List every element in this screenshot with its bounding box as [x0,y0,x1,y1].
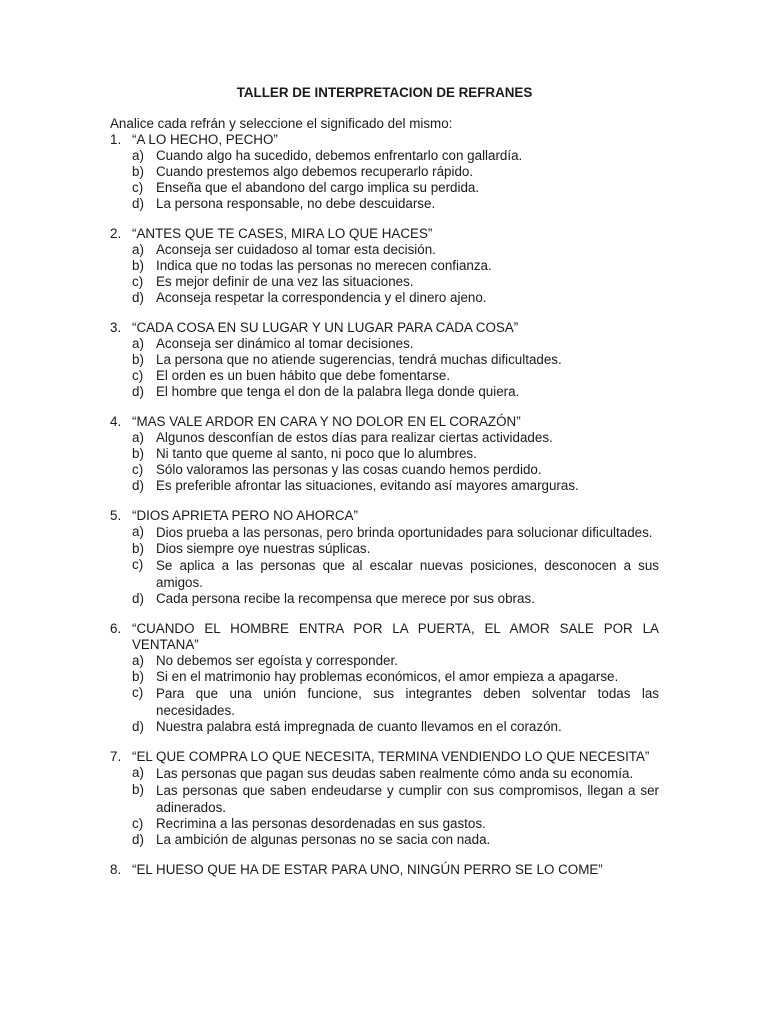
question-heading [110,621,659,653]
option-letter: b) [132,541,144,556]
question-list [110,132,659,878]
question-item [110,132,659,212]
option-letter: d) [132,832,144,847]
option-text: Nuestra palabra está impregnada de cuanto llevamos en el corazón. [156,719,562,734]
answer-option [110,816,659,832]
answer-option [110,653,659,669]
proverb-text: “A LO HECHO, PECHO” [132,132,278,147]
question-number: 5. [110,508,122,523]
answer-options [110,242,659,306]
option-letter: c) [132,816,144,831]
option-text: Enseña que el abandono del cargo implica su perdida. [156,180,480,195]
option-letter: b) [132,352,144,367]
question-heading [110,749,659,765]
answer-options [110,430,659,494]
option-text: Sólo valoramos las personas y las cosas cuando hemos perdido. [156,462,542,477]
question-number: 2. [110,226,122,241]
option-text: La persona que no atiende sugerencias, tendrá muchas dificultades. [156,352,562,367]
question-heading [110,226,659,242]
option-letter: a) [132,524,144,539]
proverb-text: “MAS VALE ARDOR EN CARA Y NO DOLOR EN EL CORAZÓN” [132,414,521,429]
option-letter: a) [132,242,144,257]
option-letter: d) [132,719,144,734]
answer-option [110,524,659,541]
answer-option [110,591,659,607]
answer-option [110,196,659,212]
answer-options [110,148,659,212]
option-letter: d) [132,478,144,493]
question-heading [110,414,659,430]
option-text: Cuando algo ha sucedido, debemos enfrentarlo con gallardía. [156,148,523,163]
question-item [110,226,659,306]
option-letter: b) [132,669,144,684]
option-text: El hombre que tenga el don de la palabra llega donde quiera. [156,384,520,399]
option-letter: d) [132,290,144,305]
option-text: Dios siempre oye nuestras súplicas. [156,541,371,556]
option-letter: d) [132,591,144,606]
option-letter: d) [132,384,144,399]
answer-options [110,336,659,400]
answer-option [110,430,659,446]
option-letter: c) [132,274,144,289]
answer-options [110,765,659,848]
answer-option [110,148,659,164]
option-letter: b) [132,258,144,273]
option-text: Es preferible afrontar las situaciones, evitando así mayores amarguras. [156,478,579,493]
option-text: Cuando prestemos algo debemos recuperarlo rápido. [156,164,474,179]
question-item [110,749,659,848]
option-letter: b) [132,164,144,179]
answer-option [110,164,659,180]
option-text: Para que una unión funcione, sus integrantes deben solventar todas las necesidades. [156,686,659,718]
answer-option [110,832,659,848]
answer-option [110,782,659,816]
option-letter: d) [132,196,144,211]
option-letter: c) [132,557,144,572]
option-text: Es mejor definir de una vez las situaciones. [156,274,414,289]
option-text: Algunos desconfían de estos días para realizar ciertas actividades. [156,430,553,445]
option-text: Dios prueba a las personas, pero brinda oportunidades para solucionar dificultades. [156,525,653,540]
answer-option [110,685,659,719]
option-letter: c) [132,462,144,477]
question-item [110,862,659,878]
answer-option [110,180,659,196]
answer-option [110,478,659,494]
option-text: Las personas que saben endeudarse y cumplir con sus compromisos, llegan a ser adinerados. [156,783,659,815]
option-letter: c) [132,685,144,700]
question-number: 3. [110,320,122,335]
question-number: 6. [110,621,122,636]
question-item [110,508,659,607]
answer-option [110,290,659,306]
question-item [110,320,659,400]
answer-option [110,352,659,368]
document-title: TALLER DE INTERPRETACION DE REFRANES [236,85,533,100]
option-text: Aconseja ser cuidadoso al tomar esta decisión. [156,242,436,257]
question-heading [110,320,659,336]
option-text: La ambición de algunas personas no se sacia con nada. [156,832,491,847]
answer-options [110,653,659,735]
option-letter: b) [132,782,144,797]
question-number: 7. [110,749,122,764]
answer-option [110,336,659,352]
question-item [110,621,659,735]
proverb-text: “CUANDO EL HOMBRE ENTRA POR LA PUERTA, EL AMOR SALE POR LA VENTANA” [132,621,659,652]
answer-option [110,557,659,591]
option-text: El orden es un buen hábito que debe fomentarse. [156,368,451,383]
answer-option [110,258,659,274]
option-letter: a) [132,430,144,445]
option-text: Recrimina a las personas desordenadas en sus gastos. [156,816,486,831]
question-number: 1. [110,132,122,147]
document-page [110,84,659,878]
proverb-text: “EL HUESO QUE HA DE ESTAR PARA UNO, NINGÚN PERRO SE LO COME” [132,862,603,877]
proverb-text: “DIOS APRIETA PERO NO AHORCA” [132,508,358,523]
option-letter: a) [132,765,144,780]
answer-option [110,384,659,400]
answer-option [110,669,659,685]
answer-option [110,541,659,557]
option-text: Se aplica a las personas que al escalar nuevas posiciones, desconocen a sus amigos. [156,558,659,590]
option-letter: c) [132,368,144,383]
question-item [110,414,659,494]
answer-option [110,242,659,258]
option-text: Si en el matrimonio hay problemas económicos, el amor empieza a apagarse. [156,669,619,684]
option-text: Aconseja ser dinámico al tomar decisiones. [156,336,414,351]
option-text: No debemos ser egoísta y corresponder. [156,653,398,668]
option-letter: a) [132,336,144,351]
answer-option [110,368,659,384]
question-number: 8. [110,862,122,877]
question-heading [110,132,659,148]
answer-option [110,719,659,735]
instructions: Analice cada refrán y seleccione el significado del mismo: [110,116,453,131]
option-text: Ni tanto que queme al santo, ni poco que lo alumbres. [156,446,477,461]
answer-option [110,765,659,782]
answer-options [110,524,659,607]
option-text: Indica que no todas las personas no merecen confianza. [156,258,492,273]
question-heading [110,508,659,524]
proverb-text: “CADA COSA EN SU LUGAR Y UN LUGAR PARA CADA COSA” [132,320,519,335]
proverb-text: “EL QUE COMPRA LO QUE NECESITA, TERMINA VENDIENDO LO QUE NECESITA” [132,749,650,764]
proverb-text: “ANTES QUE TE CASES, MIRA LO QUE HACES” [132,226,433,241]
answer-option [110,446,659,462]
option-text: Las personas que pagan sus deudas saben realmente cómo anda su economía. [156,766,634,781]
option-text: Cada persona recibe la recompensa que merece por sus obras. [156,591,535,606]
option-letter: a) [132,653,144,668]
question-heading [110,862,659,878]
option-letter: a) [132,148,144,163]
option-letter: b) [132,446,144,461]
question-number: 4. [110,414,122,429]
option-text: Aconseja respetar la correspondencia y el dinero ajeno. [156,290,487,305]
option-letter: c) [132,180,144,195]
answer-option [110,462,659,478]
option-text: La persona responsable, no debe descuidarse. [156,196,436,211]
answer-option [110,274,659,290]
